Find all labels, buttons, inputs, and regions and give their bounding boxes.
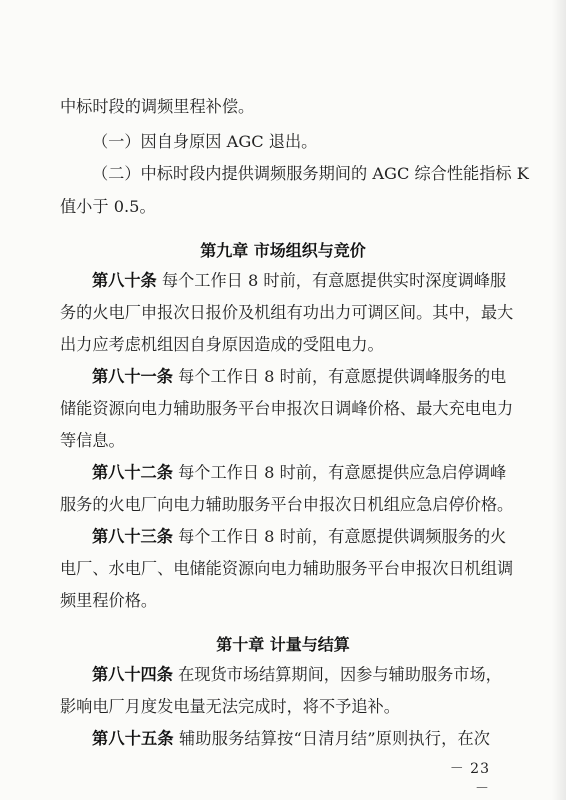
- chapter-10-title: 第十章 计量与结算: [216, 635, 350, 654]
- paragraph-line: 中标时段的调频里程补偿。: [60, 97, 255, 116]
- article-81-line-2: 储能资源向电力辅助服务平台申报次日调峰价格、最大充电电力: [60, 399, 514, 418]
- article-80-line-2: 务的火电厂申报次日报价及机组有功出力可调区间。其中，最大: [60, 303, 514, 322]
- article-80-line-3: 出力应考虑机组因自身原因造成的受阻电力。: [60, 335, 384, 354]
- article-81-text: 每个工作日 8 时前，有意愿提供调峰服务的电: [178, 367, 507, 386]
- article-82-label: 第八十二条: [92, 463, 173, 482]
- paragraph-line: 值小于 0.5。: [60, 197, 156, 216]
- article-80-line-1: [92, 270, 507, 292]
- article-81-line-3: 等信息。: [60, 431, 125, 450]
- page-number: － 23 －: [449, 761, 490, 797]
- chapter-9-title: 第九章 市场组织与竞价: [200, 241, 366, 260]
- article-81-line-1: [92, 366, 507, 388]
- article-81-label: 第八十一条: [92, 367, 173, 386]
- article-80-label: 第八十条: [92, 271, 157, 290]
- article-80-text: 每个工作日 8 时前，有意愿提供实时深度调峰服: [161, 271, 507, 290]
- article-83-line-3: 频里程价格。: [60, 591, 158, 610]
- article-82-line-1: [92, 462, 507, 484]
- article-85-text: 辅助服务结算按“日清月结”原则执行，在次: [179, 729, 490, 748]
- article-85-label: 第八十五条: [92, 729, 174, 748]
- article-83-text: 每个工作日 8 时前，有意愿提供调频服务的火: [178, 527, 507, 546]
- article-84-label: 第八十四条: [92, 665, 173, 684]
- article-83-line-1: [92, 526, 507, 548]
- article-84-text: 在现货市场结算期间，因参与辅助服务市场，: [178, 665, 502, 684]
- article-82-line-2: 服务的火电厂向电力辅助服务平台申报次日机组应急启停价格。: [60, 495, 514, 514]
- clause-item-1: （一）因自身原因 AGC 退出。: [92, 132, 318, 151]
- article-85-line-1: [92, 728, 490, 750]
- article-83-label: 第八十三条: [92, 527, 173, 546]
- page-edge-shadow: [552, 0, 566, 800]
- article-84-line-1: [92, 664, 502, 686]
- article-84-line-2: 影响电厂月度发电量无法完成时，将不予追补。: [60, 697, 400, 716]
- article-83-line-2: 电厂、水电厂、电储能资源向电力辅助服务平台申报次日机组调: [60, 559, 514, 578]
- clause-item-2: （二）中标时段内提供调频服务期间的 AGC 综合性能指标 K: [92, 164, 529, 183]
- article-82-text: 每个工作日 8 时前，有意愿提供应急启停调峰: [178, 463, 507, 482]
